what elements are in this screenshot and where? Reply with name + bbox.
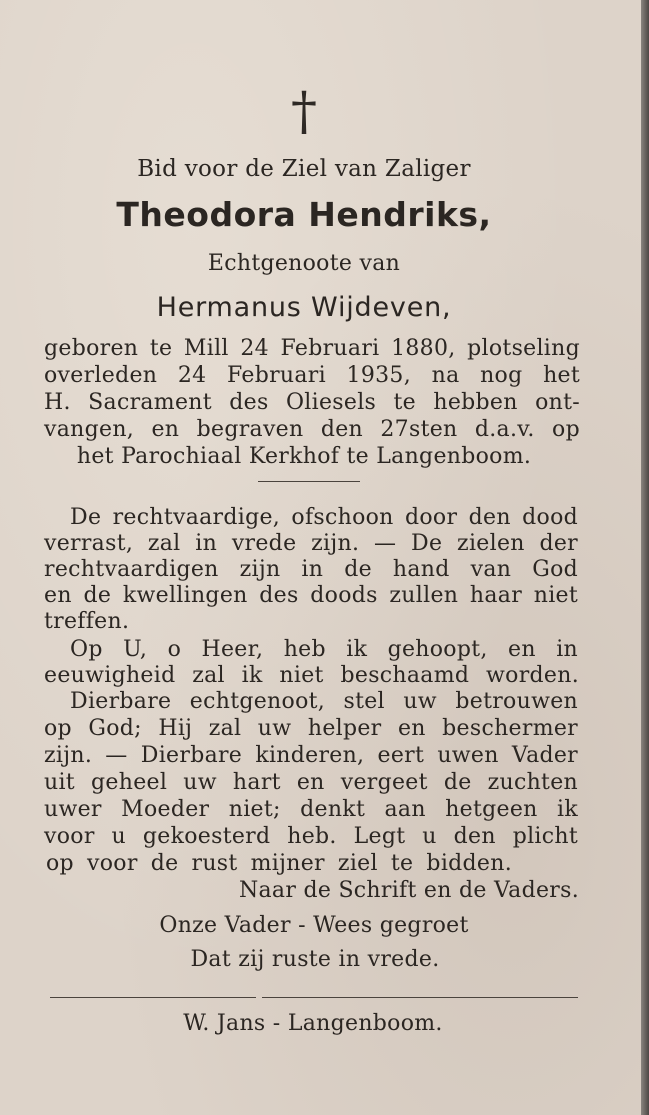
verse-line: uwer Moeder niet; denkt aan hetgeen ik — [44, 797, 578, 822]
biography-line: het Parochiaal Kerkhof te Langenboom. — [76, 444, 532, 469]
verse-line: Dierbare echtgenoot, stel uw betrouwen — [70, 689, 578, 714]
biography-line: H. Sacrament des Oliesels te hebben ont- — [44, 390, 580, 415]
verse-line: uit geheel uw hart en vergeet de zuchten — [44, 770, 578, 795]
biography-line: overleden 24 Februari 1935, na nog het — [44, 363, 580, 388]
biography-line: vangen, en begraven den 27sten d.a.v. op — [44, 417, 580, 442]
prayer-heading: Bid voor de Ziel van Zaliger — [137, 156, 471, 182]
verse-line: zijn. — Dierbare kinderen, eert uwen Vader — [44, 743, 578, 768]
rest-in-peace: Dat zij ruste in vrede. — [190, 947, 440, 972]
biography-line: geboren te Mill 24 Februari 1880, plotseling — [44, 336, 580, 361]
attribution: Naar de Schrift en de Vaders. — [238, 878, 579, 903]
verse-line: op God; Hij zal uw helper en beschermer — [44, 716, 578, 741]
bottom-divider — [50, 997, 256, 998]
verse-line: eeuwigheid zal ik niet beschaamd worden. — [44, 663, 579, 688]
verse-line: rechtvaardigen zijn in de hand van God — [44, 557, 578, 582]
verse-line: voor u gekoesterd heb. Legt u den plicht — [44, 824, 578, 849]
verse-line: op voor de rust mijner ziel te bidden. — [46, 851, 512, 876]
verse-line: treffen. — [44, 609, 130, 634]
cross-icon: † — [291, 82, 317, 142]
relation-text: Echtgenoote van — [207, 251, 401, 276]
card-edge — [641, 0, 649, 1115]
bottom-divider — [262, 997, 578, 998]
prayers-line: Onze Vader - Wees gegroet — [159, 913, 469, 938]
verse-line: Op U, o Heer, heb ik gehoopt, en in — [70, 637, 578, 662]
verse-line: verrast, zal in vrede zijn. — De zielen der — [44, 531, 578, 556]
deceased-name: Theodora Hendriks, — [116, 195, 492, 234]
verse-line: De rechtvaardige, ofschoon door den dood — [70, 505, 578, 530]
verse-line: en de kwellingen des doods zullen haar niet — [44, 583, 578, 608]
spouse-name: Hermanus Wijdeven, — [156, 292, 452, 323]
short-divider — [258, 481, 360, 482]
printer-credit: W. Jans - Langenboom. — [183, 1011, 443, 1036]
